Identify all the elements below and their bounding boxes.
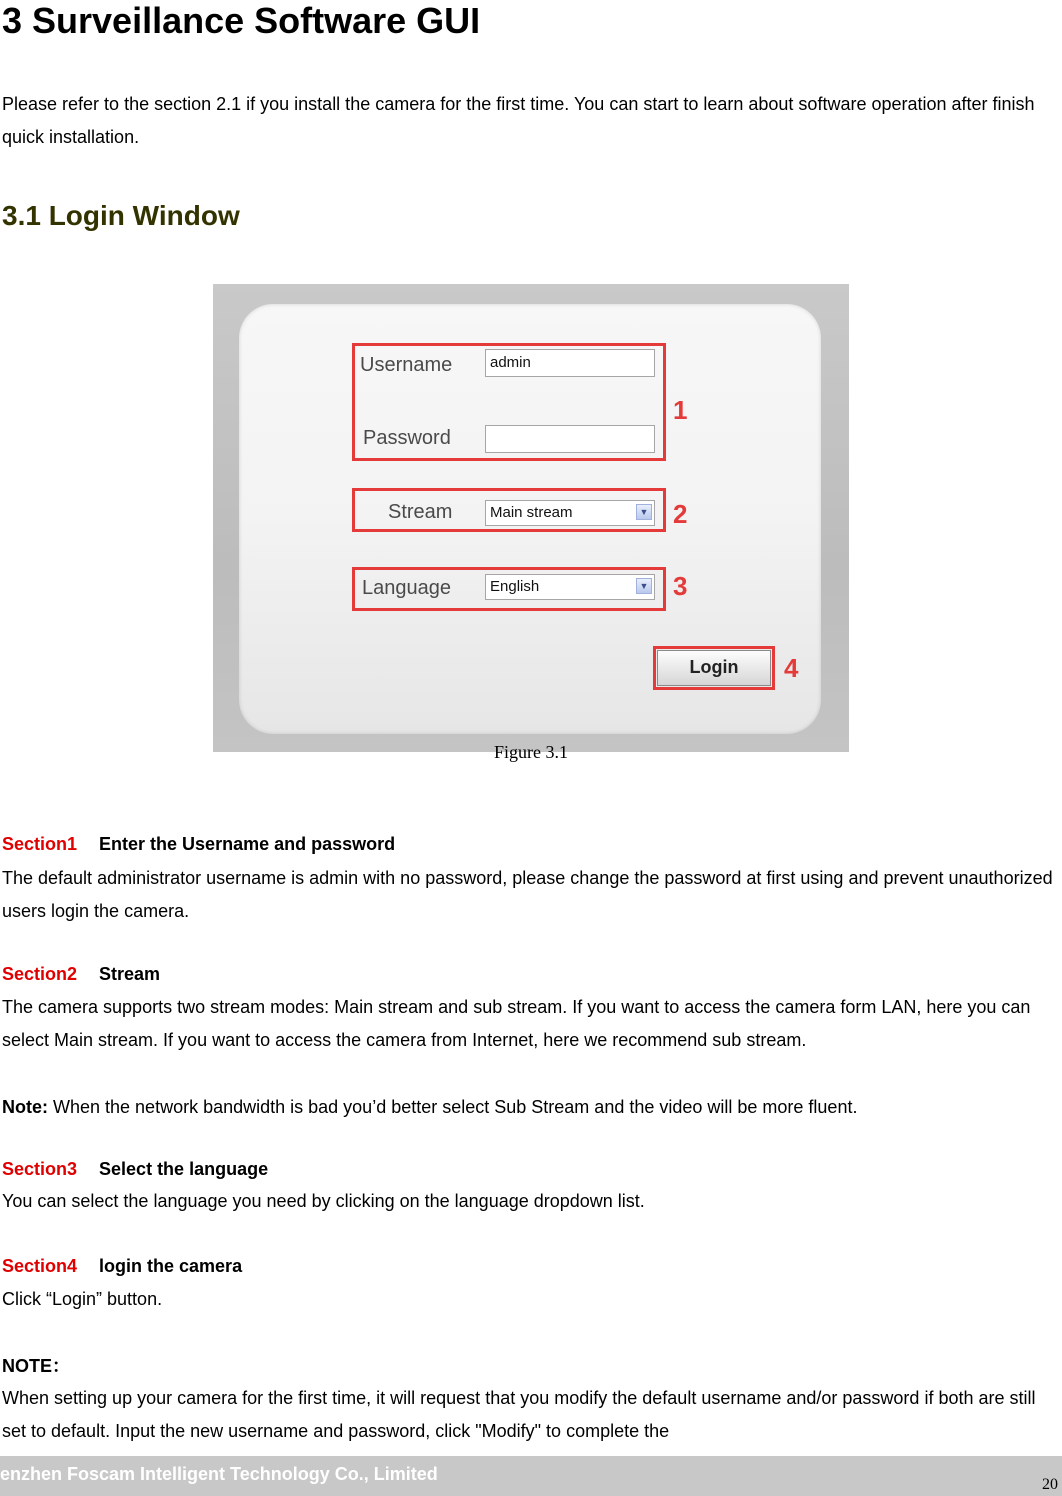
- username-input[interactable]: admin: [485, 349, 655, 377]
- marker-3: 3: [673, 571, 688, 601]
- language-select[interactable]: [485, 574, 655, 600]
- intro-paragraph: Please refer to the section 2.1 if you install the camera for the first time. You can start to learn about software operation after finish quick installation.: [2, 94, 1035, 147]
- section-2-body: The camera supports two stream modes: Main stream and sub stream. If you want to access the camera form LAN, here you can select Main stream. If you want to access the camera from Internet, here we recommend sub stream.: [2, 997, 1031, 1050]
- login-button[interactable]: Login: [657, 650, 771, 686]
- final-note-label: [2, 1350, 1062, 1383]
- section-heading: 3.1 Login Window: [2, 200, 240, 231]
- section-2-title: Stream: [99, 964, 161, 984]
- section-4-label: Section4: [2, 1256, 78, 1276]
- final-note-text: When setting up your camera for the first time, it will request that you modify the default username and/or password if both are still set to default. Input the new username and password, click "Modify" to complete the: [2, 1388, 1036, 1441]
- language-select-value: English: [490, 578, 540, 595]
- section-1-label: Section1: [2, 834, 78, 854]
- page-heading: 3 Surveillance Software GUI: [2, 0, 481, 41]
- chevron-down-icon[interactable]: ▼: [636, 504, 652, 520]
- section-4-body: Click “Login” button.: [2, 1289, 163, 1309]
- chevron-down-icon[interactable]: ▼: [636, 578, 652, 594]
- figure-caption: Figure 3.1: [494, 742, 568, 762]
- password-label: Password: [363, 427, 451, 449]
- marker-2: 2: [673, 499, 688, 529]
- section-3-title: Select the language: [99, 1159, 269, 1179]
- stream-note-label: Note:: [2, 1097, 48, 1117]
- marker-1: 1: [673, 395, 688, 425]
- stream-note-text: When the network bandwidth is bad you’d better select Sub Stream and the video will be more fluent.: [48, 1097, 858, 1117]
- stream-select[interactable]: [485, 500, 655, 526]
- stream-label: Stream: [388, 501, 453, 523]
- final-note-label-text: NOTE：: [2, 1356, 71, 1376]
- page-footer: [0, 1456, 1062, 1496]
- stream-note: [2, 1091, 1062, 1124]
- login-panel: [239, 304, 821, 734]
- section-2-label: Section2: [2, 964, 78, 984]
- password-input[interactable]: [485, 425, 655, 453]
- section-3-label: Section3: [2, 1159, 78, 1179]
- marker-4: 4: [784, 653, 799, 683]
- language-label: Language: [362, 577, 451, 599]
- section-3-header: [2, 1156, 268, 1182]
- section-1-body: The default administrator username is admin with no password, please change the password at first using and prevent unauthorized users login the camera.: [2, 868, 1053, 921]
- section-4-header: [2, 1253, 242, 1279]
- section-1-title: Enter the Username and password: [99, 834, 396, 854]
- section-2-header: [2, 961, 160, 987]
- section-4-title: login the camera: [99, 1256, 243, 1276]
- footer-company: enzhen Foscam Intelligent Technology Co., Limited: [0, 1464, 438, 1484]
- section-1-header: [2, 831, 395, 857]
- page-number: 20: [1042, 1476, 1058, 1493]
- username-label: Username: [360, 354, 453, 376]
- section-3-body: You can select the language you need by clicking on the language dropdown list.: [2, 1191, 645, 1211]
- stream-select-value: Main stream: [490, 504, 573, 521]
- login-window-figure: [213, 284, 849, 752]
